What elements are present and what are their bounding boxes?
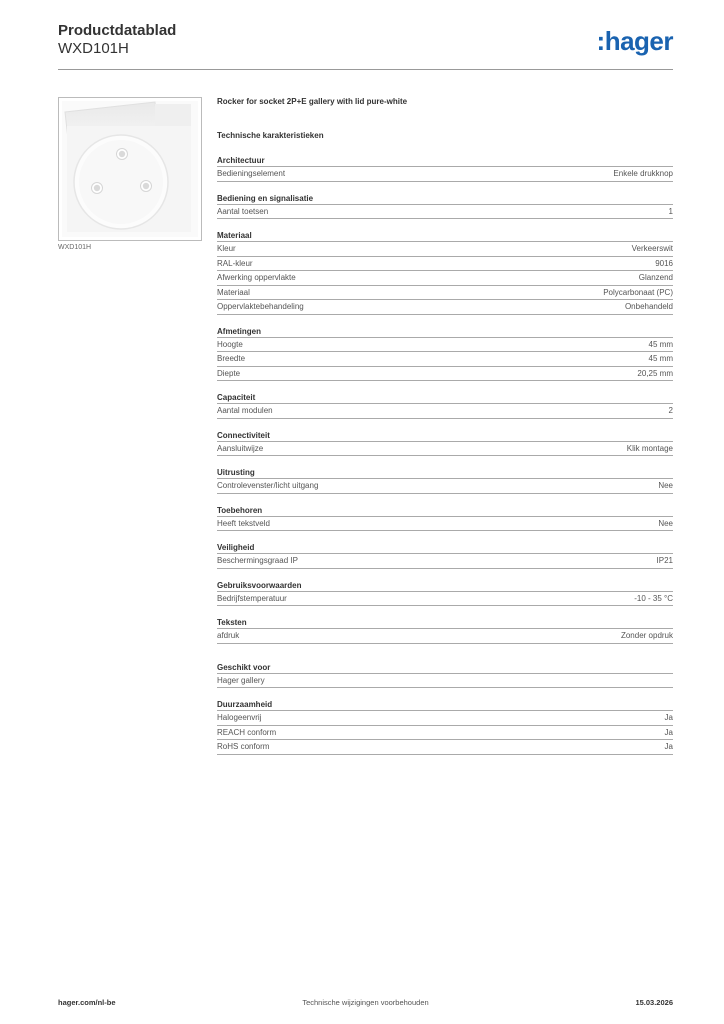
spec-value: IP21 <box>656 556 673 565</box>
spec-row <box>217 554 673 569</box>
spec-label: Controlevenster/licht uitgang <box>217 481 319 490</box>
spec-row <box>217 286 673 301</box>
hager-logo: :hager <box>596 26 673 56</box>
spec-label: Halogeenvrij <box>217 713 262 722</box>
spec-row <box>217 257 673 272</box>
spec-section-title: Connectiviteit <box>217 430 673 442</box>
spec-section-title: Toebehoren <box>217 505 673 517</box>
spec-label: Heeft tekstveld <box>217 518 270 528</box>
spec-section-veiligheid <box>217 542 673 569</box>
spec-section-bediening <box>217 193 673 220</box>
spec-section-title: Materiaal <box>217 230 673 242</box>
spec-section-materiaal <box>217 230 673 315</box>
spec-label: Aantal modulen <box>217 406 273 415</box>
spec-section-connectiviteit <box>217 430 673 457</box>
spec-section-duurzaamheid <box>217 699 673 755</box>
product-image-caption: WXD101H <box>58 244 92 251</box>
spec-label: Breedte <box>217 354 246 363</box>
spec-label: Aansluitwijze <box>217 443 264 453</box>
spec-section-title: Veiligheid <box>217 542 673 554</box>
spec-value: Ja <box>664 727 673 737</box>
specification-content <box>217 96 673 755</box>
spec-section-uitrusting <box>217 467 673 494</box>
spec-row <box>217 740 673 755</box>
spec-value: Enkele drukknop <box>613 169 673 178</box>
spec-section-teksten <box>217 617 673 644</box>
spec-label: Diepte <box>217 368 241 378</box>
spec-value: 45 mm <box>648 354 673 363</box>
spec-label: Bedieningselement <box>217 169 286 178</box>
spec-label: Hager gallery <box>217 675 265 685</box>
spec-label: RAL-kleur <box>217 258 253 268</box>
spec-section-title: Architectuur <box>217 155 673 167</box>
spec-value: Klik montage <box>626 443 673 453</box>
spec-row <box>217 242 673 257</box>
spec-section-title: Geschikt voor <box>217 662 673 674</box>
document-title: Productdatablad <box>58 22 177 39</box>
spec-label: afdruk <box>217 631 240 640</box>
spec-value: Glanzend <box>638 273 673 282</box>
spec-row <box>217 592 673 607</box>
spec-value: 20,25 mm <box>637 368 673 378</box>
product-image <box>58 97 202 241</box>
technical-characteristics-title: Technische karakteristieken <box>217 131 324 140</box>
spec-section-toebehoren <box>217 505 673 532</box>
spec-value: Nee <box>658 518 673 528</box>
spec-section-afmetingen <box>217 326 673 382</box>
spec-section-title: Gebruiksvoorwaarden <box>217 580 673 592</box>
spec-value: Zonder opdruk <box>620 631 673 640</box>
spec-row <box>217 271 673 286</box>
spec-row <box>217 167 673 182</box>
spec-section-geschikt-voor <box>217 662 673 689</box>
spec-label: Aantal toetsen <box>217 206 269 216</box>
spec-value: Ja <box>664 713 673 722</box>
spec-value: -10 - 35 °C <box>634 593 673 603</box>
spec-value: Nee <box>658 481 673 490</box>
spec-value: 2 <box>668 406 673 415</box>
spec-value: Verkeerswit <box>631 244 673 253</box>
spec-section-title: Capaciteit <box>217 392 673 404</box>
spec-value: Polycarbonaat (PC) <box>603 287 673 297</box>
spec-row <box>217 479 673 494</box>
spec-section-title: Afmetingen <box>217 326 673 338</box>
spec-row <box>217 205 673 220</box>
spec-row <box>217 726 673 741</box>
header-divider <box>58 69 673 70</box>
spec-value: 45 mm <box>648 339 673 349</box>
spec-label: Oppervlaktebehandeling <box>217 302 304 311</box>
spec-section-capaciteit <box>217 392 673 419</box>
spec-row <box>217 338 673 353</box>
footer-date: 15.03.2026 <box>635 998 673 1007</box>
spec-section-gebruiksvoorwaarden <box>217 580 673 607</box>
spec-value: Ja <box>664 742 673 751</box>
spec-section-title: Teksten <box>217 617 673 629</box>
spec-label: Kleur <box>217 244 236 253</box>
spec-value: Onbehandeld <box>624 302 673 311</box>
spec-row <box>217 674 673 689</box>
spec-section-title: Bediening en signalisatie <box>217 193 673 205</box>
spec-value: 1 <box>668 206 673 216</box>
spec-label: Bedrijfstemperatuur <box>217 593 287 603</box>
spec-row <box>217 404 673 419</box>
spec-row <box>217 352 673 367</box>
socket-illustration <box>59 98 201 240</box>
spec-section-title: Duurzaamheid <box>217 699 673 711</box>
spec-label: Materiaal <box>217 287 250 297</box>
spec-section-title: Uitrusting <box>217 467 673 479</box>
footer-website-link[interactable]: hager.com/nl-be <box>58 998 116 1007</box>
spec-label: REACH conform <box>217 727 277 737</box>
spec-row <box>217 367 673 382</box>
spec-label: Afwerking oppervlakte <box>217 273 296 282</box>
footer-disclaimer: Technische wijzigingen voorbehouden <box>302 998 429 1007</box>
spec-row <box>217 442 673 457</box>
page-header <box>58 22 673 58</box>
spec-section-architectuur <box>217 155 673 182</box>
spec-row <box>217 629 673 644</box>
spec-label: Hoogte <box>217 339 243 349</box>
product-name: Rocker for socket 2P+E gallery with lid pure-white <box>217 97 408 106</box>
document-subtitle: WXD101H <box>58 40 129 57</box>
spec-row <box>217 300 673 315</box>
spec-label: RoHS conform <box>217 742 270 751</box>
spec-label: Beschermingsgraad IP <box>217 556 298 565</box>
spec-row <box>217 517 673 532</box>
spec-row <box>217 711 673 726</box>
spec-value: 9016 <box>655 258 673 268</box>
